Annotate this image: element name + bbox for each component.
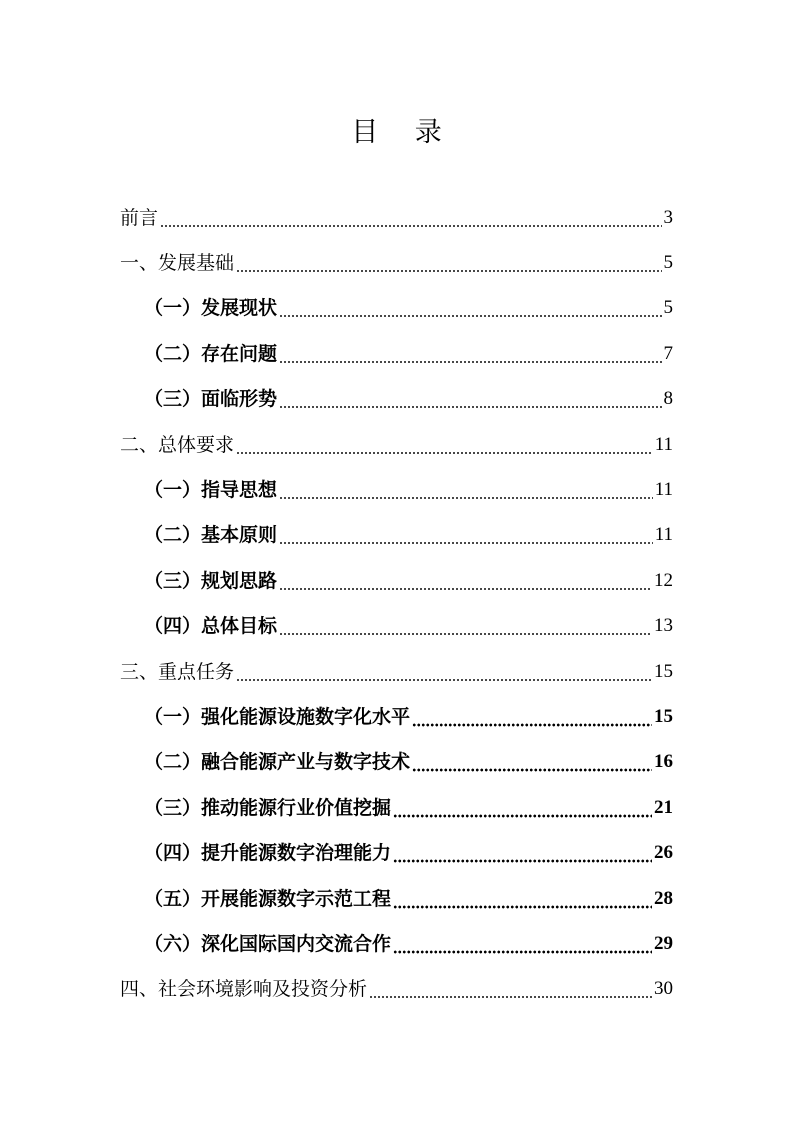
toc-subentry[interactable]: [120, 286, 673, 331]
toc-subentry[interactable]: [120, 740, 673, 785]
toc-dot-leader: [279, 296, 661, 320]
toc-dot-leader: [236, 433, 653, 457]
toc-dot-leader: [393, 887, 652, 911]
toc-entry-label: （一）指导思想: [144, 479, 278, 502]
toc-entry-page: 21: [654, 796, 673, 818]
toc-entry-page: 8: [663, 388, 673, 410]
toc-dot-leader: [279, 569, 652, 593]
toc-entry-page: 11: [654, 524, 673, 546]
toc-dot-leader: [236, 660, 652, 684]
toc-entry-page: 29: [654, 932, 673, 954]
toc-entry-label: 前言: [120, 206, 159, 229]
toc-entry-label: （二）融合能源产业与数字技术: [144, 751, 411, 774]
toc-dot-leader: [393, 932, 652, 956]
toc-entry-label: 四、社会环境影响及投资分析: [120, 978, 368, 1001]
toc-entry-label: （六）深化国际国内交流合作: [144, 932, 392, 955]
toc-entry-label: （一）强化能源设施数字化水平: [144, 705, 411, 728]
toc-entry[interactable]: [120, 240, 673, 285]
toc-dot-leader: [279, 342, 661, 366]
toc-entry-label: 二、总体要求: [120, 433, 235, 456]
toc-dot-leader: [393, 841, 652, 865]
toc-entry-label: （三）面临形势: [144, 388, 278, 411]
toc-subentry[interactable]: [120, 467, 673, 512]
toc-subentry[interactable]: [120, 604, 673, 649]
toc-entry-page: 5: [663, 297, 673, 319]
toc-entry-label: （一）发展现状: [144, 297, 278, 320]
toc-subentry[interactable]: [120, 513, 673, 558]
toc-entry-label: （四）提升能源数字治理能力: [144, 842, 392, 865]
toc-subentry[interactable]: [120, 785, 673, 830]
toc-entry-page: 11: [654, 479, 673, 501]
toc-entry-label: （四）总体目标: [144, 615, 278, 638]
toc-subentry[interactable]: [120, 331, 673, 376]
toc-entry-label: 三、重点任务: [120, 660, 235, 683]
toc-entry-page: 11: [654, 433, 673, 455]
toc-entry-page: 5: [663, 252, 673, 274]
toc-entry-label: （三）推动能源行业价值挖掘: [144, 796, 392, 819]
toc-subentry[interactable]: [120, 558, 673, 603]
toc-dot-leader: [279, 478, 653, 502]
toc-entry-label: （三）规划思路: [144, 569, 278, 592]
toc-entry-page: 30: [654, 978, 673, 1000]
toc-dot-leader: [393, 796, 652, 820]
toc-entry-page: 26: [654, 842, 673, 864]
toc-entry-label: （五）开展能源数字示范工程: [144, 887, 392, 910]
toc-dot-leader: [412, 750, 652, 774]
page-title: 目 录: [351, 117, 456, 148]
toc-subentry[interactable]: [120, 377, 673, 422]
toc-dot-leader: [160, 206, 661, 230]
toc-entry-page: 15: [654, 660, 673, 682]
toc-entry[interactable]: [120, 649, 673, 694]
toc-entry-label: （二）存在问题: [144, 342, 278, 365]
toc-entry-page: 7: [663, 342, 673, 364]
toc-entry[interactable]: [120, 195, 673, 240]
toc-dot-leader: [279, 523, 653, 547]
toc-entry-page: 12: [654, 569, 673, 591]
toc-dot-leader: [279, 387, 661, 411]
toc-subentry[interactable]: [120, 876, 673, 921]
toc-entry[interactable]: [120, 967, 673, 1012]
toc-subentry[interactable]: [120, 694, 673, 739]
table-of-contents: [120, 195, 673, 1012]
toc-entry-page: 3: [663, 206, 673, 228]
toc-dot-leader: [412, 705, 652, 729]
toc-dot-leader: [236, 251, 661, 275]
toc-entry[interactable]: [120, 422, 673, 467]
toc-entry-page: 28: [654, 887, 673, 909]
toc-entry-page: 13: [654, 615, 673, 637]
toc-entry-page: 16: [654, 751, 673, 773]
toc-dot-leader: [369, 977, 652, 1001]
toc-entry-page: 15: [654, 705, 673, 727]
toc-entry-label: 一、发展基础: [120, 252, 235, 275]
toc-dot-leader: [279, 614, 652, 638]
toc-subentry[interactable]: [120, 830, 673, 875]
toc-subentry[interactable]: [120, 921, 673, 966]
toc-entry-label: （二）基本原则: [144, 524, 278, 547]
